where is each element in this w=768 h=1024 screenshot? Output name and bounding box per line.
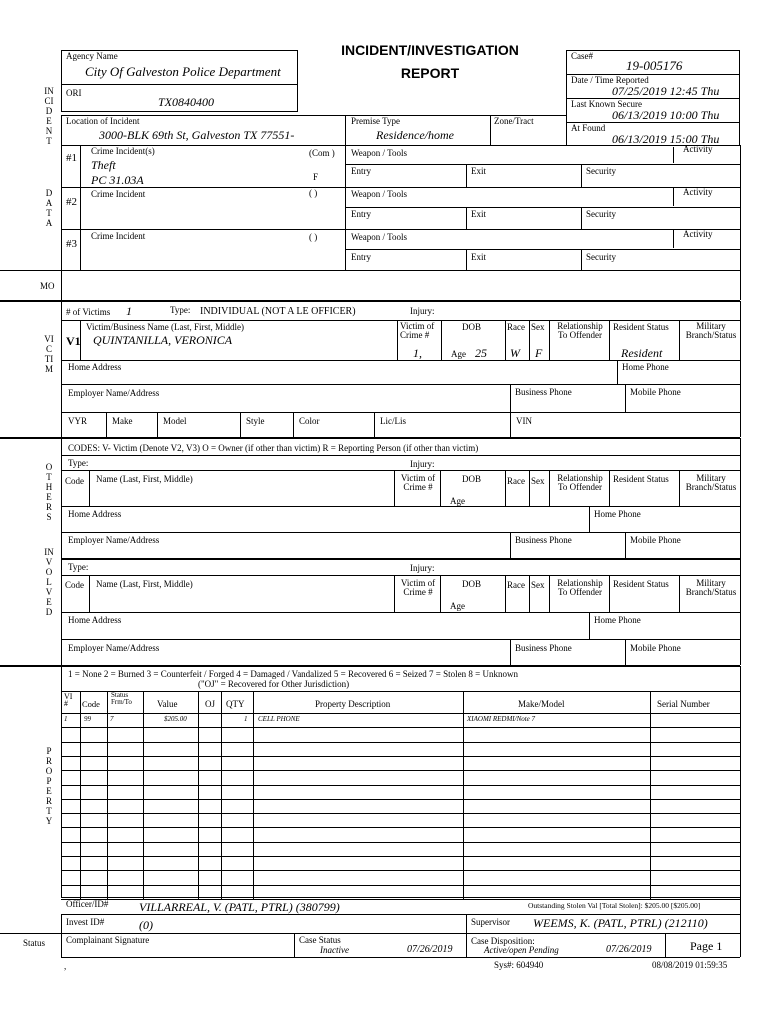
other2-voc-label: Victim of Crime # [400,578,436,597]
entry-3-label: Entry [351,252,371,262]
printed-timestamp: 08/08/2019 01:59:35 [652,960,728,970]
invest-label: Invest ID# [66,917,105,927]
veh-color-label: Color [299,416,320,426]
property-row-line [61,856,740,857]
property-cell-make: XIAOMI REDMI/Note 7 [467,715,536,723]
other2-race-label: Race [507,580,525,590]
side-data: DATA [45,188,53,228]
crime-3-number: #3 [66,238,77,250]
other2-homephone-label: Home Phone [594,615,641,625]
victim-mobile-label: Mobile Phone [630,387,681,397]
other2-mobile-label: Mobile Phone [630,643,681,653]
property-row-line [61,727,740,728]
property-col-line-3 [198,691,199,899]
other2-sex-label: Sex [531,580,545,590]
other1-homephone-label: Home Phone [594,509,641,519]
other2-employer-label: Employer Name/Address [68,643,160,653]
other1-bizphone-label: Business Phone [515,535,572,545]
crime-3-label: Crime Incident [91,231,146,241]
secure-label: Last Known Secure [571,99,642,109]
property-row-line [61,870,740,871]
secure-value: 06/13/2019 10:00 Thu [612,108,720,122]
other1-voc-label: Victim of Crime # [400,473,436,492]
premise-value: Residence/home [376,128,454,142]
entry-2-label: Entry [351,209,371,219]
property-cell-vi: 1 [64,715,68,723]
victim-of-crime: 1, [413,346,422,360]
property-row-line [61,842,740,843]
veh-lic-label: Lic/Lis [380,416,406,426]
other2-res-label: Resident Status [613,579,669,589]
activity-1-label: Activity [683,144,713,154]
status-label: Status [23,938,46,948]
supervisor-value: WEEMS, K. (PATL, PTRL) (212110) [533,916,708,930]
side-others: OTHERS [45,462,53,522]
property-col-line-5 [253,691,254,899]
victim-name: QUINTANILLA, VERONICA [93,333,233,347]
entry-1-label: Entry [351,166,371,176]
exit-1-label: Exit [471,166,486,176]
other2-home-label: Home Address [68,615,122,625]
victim-age: 25 [475,346,487,360]
ori-value: TX0840400 [158,95,215,109]
weapon-3-label: Weapon / Tools [351,232,407,242]
property-col-line-1 [107,691,108,899]
other1-res-label: Resident Status [613,474,669,484]
other2-type-label: Type: [68,562,89,572]
other1-sex-label: Sex [531,476,545,486]
found-value: 06/13/2019 15:00 Thu [612,132,720,146]
other1-home-label: Home Address [68,509,122,519]
property-row-line [61,885,740,886]
property-cell-value: $205.00 [164,715,187,723]
property-row-line [61,827,740,828]
victim-injury-label: Injury: [410,306,435,316]
other1-employer-label: Employer Name/Address [68,535,160,545]
disposition-label: Case Disposition: [471,936,535,946]
property-col-line-2 [143,691,144,899]
victim-sex-label: Sex [531,322,545,332]
victim-count: 1 [126,304,132,318]
victim-race: W [510,346,520,360]
reported-value: 07/25/2019 12:45 Thu [612,84,720,98]
security-1-label: Security [586,166,616,176]
property-col-line-7 [650,691,651,899]
location-value: 3000-BLK 69th St, Galveston TX 77551- [99,128,295,142]
security-2-label: Security [586,209,616,219]
crime-2-com: ( ) [309,188,318,198]
other2-name-label: Name (Last, First, Middle) [96,579,193,589]
property-row-line [61,813,740,814]
property-header-serial: Serial Number [657,699,710,709]
other2-mil-label: Military Branch/Status [685,578,737,597]
crime-1-name: Theft [91,158,116,172]
property-cell-desc: CELL PHONE [258,715,300,723]
other1-code-label: Code [65,476,84,486]
officer-value: VILLARREAL, V. (PATL, PTRL) (380799) [139,900,340,914]
victim-resident: Resident [621,346,663,360]
other2-bizphone-label: Business Phone [515,643,572,653]
crime-1-f: F [313,172,319,182]
property-cell-qty: 1 [244,715,248,723]
report-title: INCIDENT/INVESTIGATION [341,42,519,58]
zone-label: Zone/Tract [494,116,534,126]
weapon-1-label: Weapon / Tools [351,148,407,158]
other1-age-label: Age [450,496,465,506]
mo-label: MO [40,281,55,291]
victim-sex: F [535,346,543,360]
complainant-signature-label: Complainant Signature [66,935,150,945]
exit-3-label: Exit [471,252,486,262]
property-header-vi: VI # [64,692,73,708]
property-col-line-0 [80,691,81,899]
property-col-line-6 [463,691,464,899]
side-victim: VICTIM [44,334,54,374]
case-status-date: 07/26/2019 [407,944,453,955]
other1-type-label: Type: [68,458,89,468]
side-involved: INVOLVED [44,547,54,617]
other1-mobile-label: Mobile Phone [630,535,681,545]
veh-vin-label: VIN [516,416,532,426]
property-col-line-4 [221,691,222,899]
victim-age-label: Age [451,349,466,359]
property-row-line [61,799,740,800]
other1-mil-label: Military Branch/Status [685,473,737,492]
victim-id: V1 [66,334,81,348]
victim-homephone-label: Home Phone [622,362,669,372]
found-label: At Found [571,123,606,133]
victim-resident-label: Resident Status [613,322,669,332]
crime-2-number: #2 [66,196,77,208]
veh-style-label: Style [246,416,265,426]
property-header-status: Status Frm/To [111,691,132,706]
victim-relationship-label: Relationship To Offender [557,321,603,340]
invest-value: (0) [139,918,153,932]
weapon-2-label: Weapon / Tools [351,189,407,199]
property-cell-status: 7 [110,715,114,723]
victim-military-label: Military Branch/Status [685,321,737,340]
other1-race-label: Race [507,476,525,486]
activity-2-label: Activity [683,187,713,197]
other1-dob-label: DOB [462,474,482,484]
footer-comma: , [64,961,67,971]
codes-legend: CODES: V- Victim (Denote V2, V3) O = Owner (if other than victim) R = Reporting Person (if other than victim) [68,443,479,453]
crime-2-label: Crime Incident [91,189,146,199]
victim-home-label: Home Address [68,362,122,372]
property-header-line [61,713,740,714]
other1-name-label: Name (Last, First, Middle) [96,474,193,484]
outstanding-stolen: Outstanding Stolen Val [Total Stolen]: $205.00 [$205.00] [528,901,701,910]
property-cell-code: 99 [84,715,91,723]
victim-race-label: Race [507,322,525,332]
property-header-value: Value [157,699,178,709]
exit-2-label: Exit [471,209,486,219]
sys-number: Sys#: 604940 [494,960,544,970]
officer-label: Officer/ID# [66,899,109,909]
victim-dob-label: DOB [462,322,482,332]
crime-1-com: (Com ) [309,148,335,158]
security-3-label: Security [586,252,616,262]
disposition-date: 07/26/2019 [606,944,652,955]
case-status-value: Inactive [320,945,349,955]
victim-type-label: Type: [170,305,191,315]
crime-1-code: PC 31.03A [91,173,144,187]
case-label: Case# [571,51,593,61]
property-row-line [61,742,740,743]
ori-label: ORI [66,88,82,98]
victim-of-crime-label: Victim of Crime # [400,321,435,340]
victim-name-label: Victim/Business Name (Last, First, Middle) [86,322,244,332]
other1-rel-label: Relationship To Offender [557,473,603,492]
property-row-line [61,770,740,771]
other2-code-label: Code [65,580,84,590]
victim-employer-label: Employer Name/Address [68,388,160,398]
case-status-label: Case Status [299,935,341,945]
property-legend-line1: 1 = None 2 = Burned 3 = Counterfeit / Forged 4 = Damaged / Vandalized 5 = Recovered 6 = Seized 7 = Stolen 8 = Unknown [68,669,518,679]
property-header-code: Code [82,699,100,709]
agency-name: City Of Galveston Police Department [85,64,281,79]
property-row-line [61,756,740,757]
activity-3-label: Activity [683,229,713,239]
property-header-make: Make/Model [518,699,565,709]
agency-label: Agency Name [66,51,118,61]
other2-injury-label: Injury: [410,563,435,573]
page-number: Page 1 [690,939,723,953]
property-legend-line2: ("OJ" = Recovered for Other Jurisdiction) [198,679,350,689]
crime-1-label: Crime Incident(s) [91,146,155,156]
property-header-qty: QTY [226,699,245,709]
premise-label: Premise Type [351,116,400,126]
other2-age-label: Age [450,601,465,611]
supervisor-label: Supervisor [471,917,510,927]
case-number: 19-005176 [626,58,683,73]
victim-bizphone-label: Business Phone [515,387,572,397]
report-subtitle: REPORT [400,65,460,81]
other1-injury-label: Injury: [410,459,435,469]
crime-1-number: #1 [66,152,77,164]
crime-3-com: ( ) [309,232,318,242]
other2-dob-label: DOB [462,579,482,589]
location-label: Location of Incident [66,116,140,126]
veh-year-label: VYR [68,416,88,426]
disposition-value: Active/open Pending [484,945,559,955]
property-header-desc: Property Description [315,699,391,709]
other2-rel-label: Relationship To Offender [557,578,603,597]
side-incident: INCIDENT [44,86,54,146]
property-header-oj: OJ [205,699,216,709]
property-row-line [61,785,740,786]
veh-model-label: Model [163,416,187,426]
reported-label: Date / Time Reported [571,75,649,85]
side-property: PROPERTY [45,746,53,826]
victim-count-label: # of Victims [66,307,111,317]
victim-type: INDIVIDUAL (NOT A LE OFFICER) [200,306,356,317]
veh-make-label: Make [112,416,133,426]
